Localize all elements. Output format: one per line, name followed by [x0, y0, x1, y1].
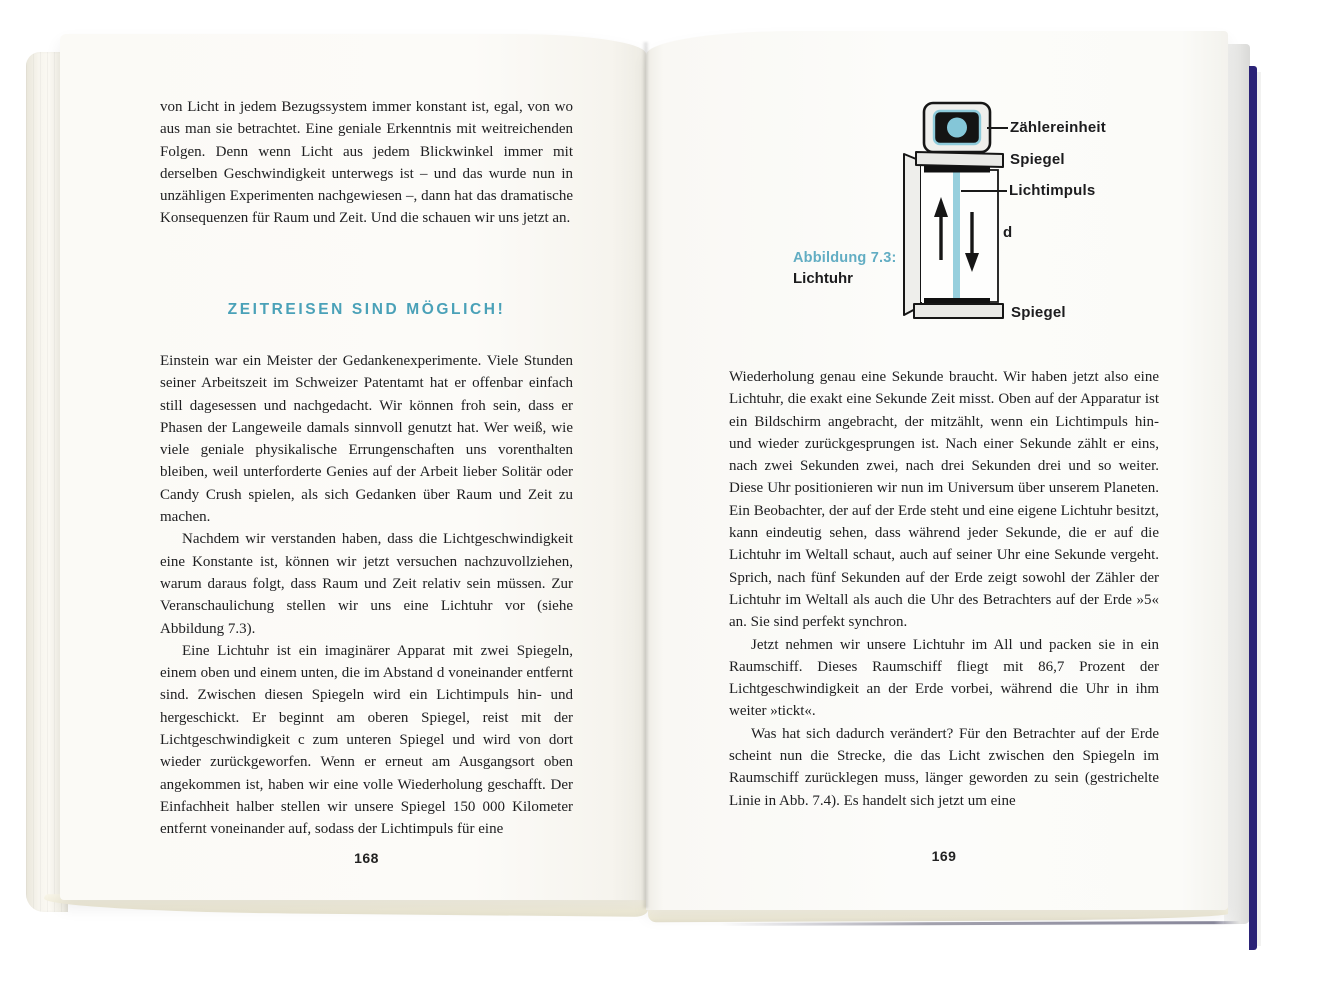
figure-caption-number: Abbildung 7.3:: [793, 250, 897, 266]
pointer-line-counter: [987, 127, 1008, 129]
clock-side-panel: [904, 154, 921, 315]
left-page-continuation-paragraph: von Licht in jedem Bezugssystem immer konstant ist, egal, von wo aus man sie betrachtet. Eine geniale Erkenntnis mit weitreichenden Folgen. Denn wenn Licht aus jedem Blickwinkel immer mit derselben Geschwindigkeit unterwegs ist – und das wurde nun in unzähligen Experimenten nachgewiesen –, dann hat das dramatische Konsequenzen für Raum und Zeit. Und die schauen wir uns jetzt an.: [160, 99, 573, 227]
right-page-body-text: [729, 366, 1159, 812]
page-number-right: 169: [931, 848, 957, 864]
label-distance-d: d: [1003, 224, 1013, 241]
section-heading: ZEITREISEN SIND MÖGLICH!: [227, 301, 506, 318]
mirror-top-slab: [916, 152, 1003, 167]
label-counter-unit: Zählereinheit: [1010, 119, 1106, 136]
label-mirror-top: Spiegel: [1010, 151, 1065, 168]
label-light-pulse: Lichtimpuls: [1009, 182, 1096, 199]
book-gutter: [642, 42, 649, 908]
right-page: [646, 31, 1228, 910]
left-page-body-text: [160, 350, 573, 841]
paragraph: Eine Lichtuhr ist ein imaginärer Apparat mit zwei Spiegeln, einem oben und einem unten, die im Abstand d voneinander entfernt sind. Zwischen diesen Spiegeln wird ein Lichtimpuls hin- und hergeschickt. Er beginnt am oberen Spiegel, reist mit der Lichtgeschwindigkeit c zum unteren Spiegel und wird von dort wieder zurückgeworfen. Wenn er erneut am Ausgangsort oben angekommen ist, haben wir eine volle Wiederholung geschafft. Der Einfachheit halber stellen wir unsere Spiegel 150 000 Kilometer entfernt voneinander auf, sodass der Lichtimpuls für eine: [160, 642, 573, 838]
light-clock-illustration: [895, 100, 1013, 325]
figure-caption-title: Lichtuhr: [793, 270, 853, 287]
paragraph: Nachdem wir verstanden haben, dass die Lichtgeschwindigkeit eine Konstante ist, können wir jetzt versuchen nachzuvollziehen, warum daraus folgt, dass Raum und Zeit relativ sein müssen. Zur Veranschaulichung stellen wir uns eine Lichtuhr vor (siehe Abbildung 7.3).: [160, 531, 573, 637]
paragraph: Einstein war ein Meister der Gedankenexperimente. Viele Stunden seiner Arbeitszeit im Schweizer Patentamt hat er offenbar einfach still dagesessen und nachgedacht. Wir können froh sein, dass er Phasen der Langeweile damals sinnvoll genutzt hat. Wer weiß, wie viele geniale physikalische Errungenschaften uns vorenthalten bleiben, weil unterforderte Genies auf der Arbeit lieber Solitär oder Candy Crush spielen, als sich Gedanken über Raum und Zeit zu machen.: [160, 353, 573, 526]
left-page: [60, 34, 646, 900]
paragraph: Was hat sich dadurch verändert? Für den Betrachter auf der Erde scheint nun die Strecke, die das Licht zwischen den Spiegeln im Raumschiff zurücklegen muss, länger geworden zu sein (gestrichelte Linie in Abb. 7.4). Es handelt sich jetzt um eine: [729, 725, 1159, 809]
book-cover-inner-edge: [1257, 72, 1261, 946]
paragraph: Jetzt nehmen wir unsere Lichtuhr im All und packen sie in ein Raumschiff. Dieses Raumschiff fliegt mit 86,7 Prozent der Lichtgeschwindigkeit an der Erde vorbei, während die Uhr in ihm weiter »tickt«.: [729, 636, 1159, 720]
mirror-top-surface: [924, 166, 990, 173]
mirror-bottom-slab: [914, 304, 1003, 318]
bottom-cover-shadow: [720, 921, 1240, 926]
page-number-left: 168: [354, 850, 379, 866]
counter-lens: [947, 118, 967, 138]
label-mirror-bottom: Spiegel: [1011, 304, 1066, 321]
paragraph: Wiederholung genau eine Sekunde braucht. Wir haben jetzt also eine Lichtuhr, die exakt eine Sekunde Zeit misst. Oben auf der Apparatur ist ein Bildschirm angebracht, der mitzählt, wenn ein Lichtimpuls hin- und wieder zurückgesprungen ist. Nach einer Sekunde zählt er eins, nach zwei Sekunden zwei, nach drei Sekunden drei und so weiter. Diese Uhr positionieren wir nun im Universum über unserem Planeten. Ein Beobachter, der auf der Erde steht und eine eigene Lichtuhr besitzt, kann eindeutig sehen, dass während jeder Sekunde, die er auf die Lichtuhr im Weltall schaut, auch auf seiner Uhr eine Sekunde vergeht. Sprich, nach fünf Sekunden auf der Erde zeigt sowohl der Zähler der Lichtuhr im Weltall als auch die Uhr des Betrachters auf der Erde »5« an. Sie sind perfekt synchron.: [729, 369, 1159, 631]
light-pulse-beam: [953, 167, 960, 301]
book-cover-edge: [1249, 66, 1257, 950]
pointer-line-pulse: [961, 190, 1007, 192]
